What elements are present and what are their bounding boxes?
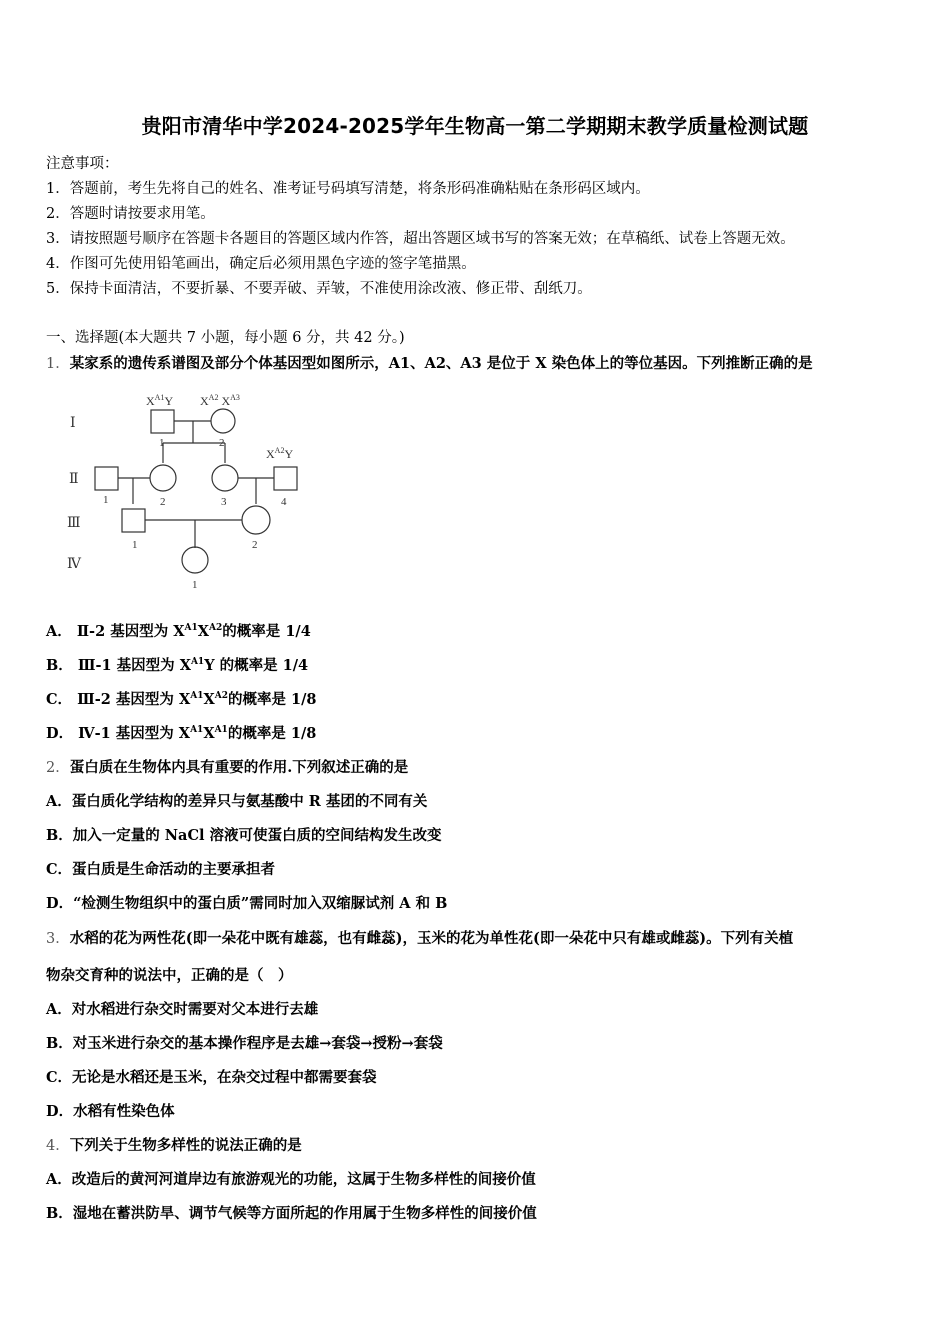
notice-item: 3．请按照题号顺序在答题卡各题目的答题区域内作答，超出答题区域书写的答案无效；在草稿纸、试卷上答题无效。 bbox=[46, 231, 795, 247]
pedigree-chart bbox=[60, 388, 320, 598]
generation-label: Ⅰ bbox=[70, 416, 76, 431]
q1-option-b: B． Ⅲ-1 基因型为 $X^{A1}Y$ 的概率是 1/4 bbox=[46, 657, 309, 674]
q3-option-c: C．无论是水稻还是玉米，在杂交过程中都需要套袋 bbox=[46, 1069, 377, 1086]
pedigree-II-4-male bbox=[274, 467, 297, 490]
pedigree-III-1-male bbox=[122, 509, 145, 532]
pedigree-III-2-female bbox=[242, 506, 270, 534]
individual-number: 1 bbox=[132, 539, 138, 551]
q4-option-b: B．湿地在蓄洪防旱、调节气候等方面所起的作用属于生物多样性的间接价值 bbox=[46, 1205, 537, 1222]
pedigree-II-2-female bbox=[150, 465, 176, 491]
generation-label: Ⅱ bbox=[69, 472, 79, 487]
pedigree-II-3-female bbox=[212, 465, 238, 491]
q2-option-d: D．“检测生物组织中的蛋白质”需同时加入双缩脲试剂 A 和 B bbox=[46, 895, 448, 912]
pedigree-IV-1-female bbox=[182, 547, 208, 573]
pedigree-I-1-male bbox=[151, 410, 174, 433]
question-4-stem: 4．下列关于生物多样性的说法正确的是 bbox=[46, 1137, 302, 1154]
question-1-stem: 1．某家系的遗传系谱图及部分个体基因型如图所示，A1、A2、A3 是位于 X 染色体上的等位基因。下列推断正确的是 bbox=[46, 355, 813, 372]
q3-option-b: B．对玉米进行杂交的基本操作程序是去雄→套袋→授粉→套袋 bbox=[46, 1035, 443, 1052]
question-3-stem: 3．水稻的花为两性花(即一朵花中既有雄蕊，也有雌蕊)，玉米的花为单性花(即一朵花中只有雄或雌蕊)。下列有关植 bbox=[46, 930, 794, 947]
pedigree-I-2-female bbox=[211, 409, 235, 433]
individual-number: 4 bbox=[281, 496, 287, 508]
individual-number: 1 bbox=[103, 494, 109, 506]
individual-number: 3 bbox=[221, 496, 227, 508]
question-3-stem-cont: 物杂交育种的说法中，正确的是（ ） bbox=[46, 967, 293, 984]
individual-number: 2 bbox=[252, 539, 258, 551]
q1-option-d: D． Ⅳ-1 基因型为 $X^{A1}X^{A1}$的概率是 1/8 bbox=[46, 725, 317, 742]
pedigree-II-1-male bbox=[95, 467, 118, 490]
notice-item: 4．作图可先使用铅笔画出，确定后必须用黑色字迹的签字笔描黑。 bbox=[46, 256, 476, 272]
question-2-stem: 2．蛋白质在生物体内具有重要的作用.下列叙述正确的是 bbox=[46, 759, 409, 776]
genotype-label: $X^{A2}Y$ bbox=[266, 446, 294, 461]
notice-item: 2．答题时请按要求用笔。 bbox=[46, 206, 215, 222]
q2-option-b: B．加入一定量的 NaCl 溶液可使蛋白质的空间结构发生改变 bbox=[46, 827, 442, 844]
genotype-label: $X^{A1}Y$ bbox=[146, 393, 174, 408]
section-heading: 一、选择题(本大题共 7 小题，每小题 6 分，共 42 分。) bbox=[46, 330, 405, 346]
generation-label: Ⅳ bbox=[67, 557, 81, 572]
genotype-label: $X^{A2}$ $X^{A3}$ bbox=[200, 393, 240, 408]
individual-number: 1 bbox=[159, 437, 165, 449]
individual-number: 1 bbox=[192, 579, 198, 591]
q3-option-a: A．对水稻进行杂交时需要对父本进行去雄 bbox=[46, 1001, 319, 1018]
individual-number: 2 bbox=[160, 496, 166, 508]
notice-heading: 注意事项： bbox=[46, 156, 119, 172]
notice-item: 1．答题前，考生先将自己的姓名、准考证号码填写清楚，将条形码准确粘贴在条形码区域内。 bbox=[46, 181, 650, 197]
q2-option-a: A．蛋白质化学结构的差异只与氨基酸中 R 基团的不同有关 bbox=[46, 793, 428, 810]
q3-option-d: D．水稻有性染色体 bbox=[46, 1103, 175, 1120]
notice-item: 5．保持卡面清洁，不要折暴、不要弄破、弄皱，不准使用涂改液、修正带、刮纸刀。 bbox=[46, 281, 592, 297]
individual-number: 2 bbox=[219, 437, 225, 449]
q2-option-c: C．蛋白质是生命活动的主要承担者 bbox=[46, 861, 276, 878]
q1-option-a: A． Ⅱ-2 基因型为 $X^{A1}X^{A2}$的概率是 1/4 bbox=[46, 623, 311, 640]
q1-option-c: C． Ⅲ-2 基因型为 $X^{A1}X^{A2}$的概率是 1/8 bbox=[46, 691, 317, 708]
generation-label: Ⅲ bbox=[67, 516, 81, 531]
page-title: 贵阳市清华中学2024-2025学年生物高一第二学期期末教学质量检测试题 bbox=[141, 114, 809, 138]
q4-option-a: A．改造后的黄河河道岸边有旅游观光的功能，这属于生物多样性的间接价值 bbox=[46, 1171, 536, 1188]
